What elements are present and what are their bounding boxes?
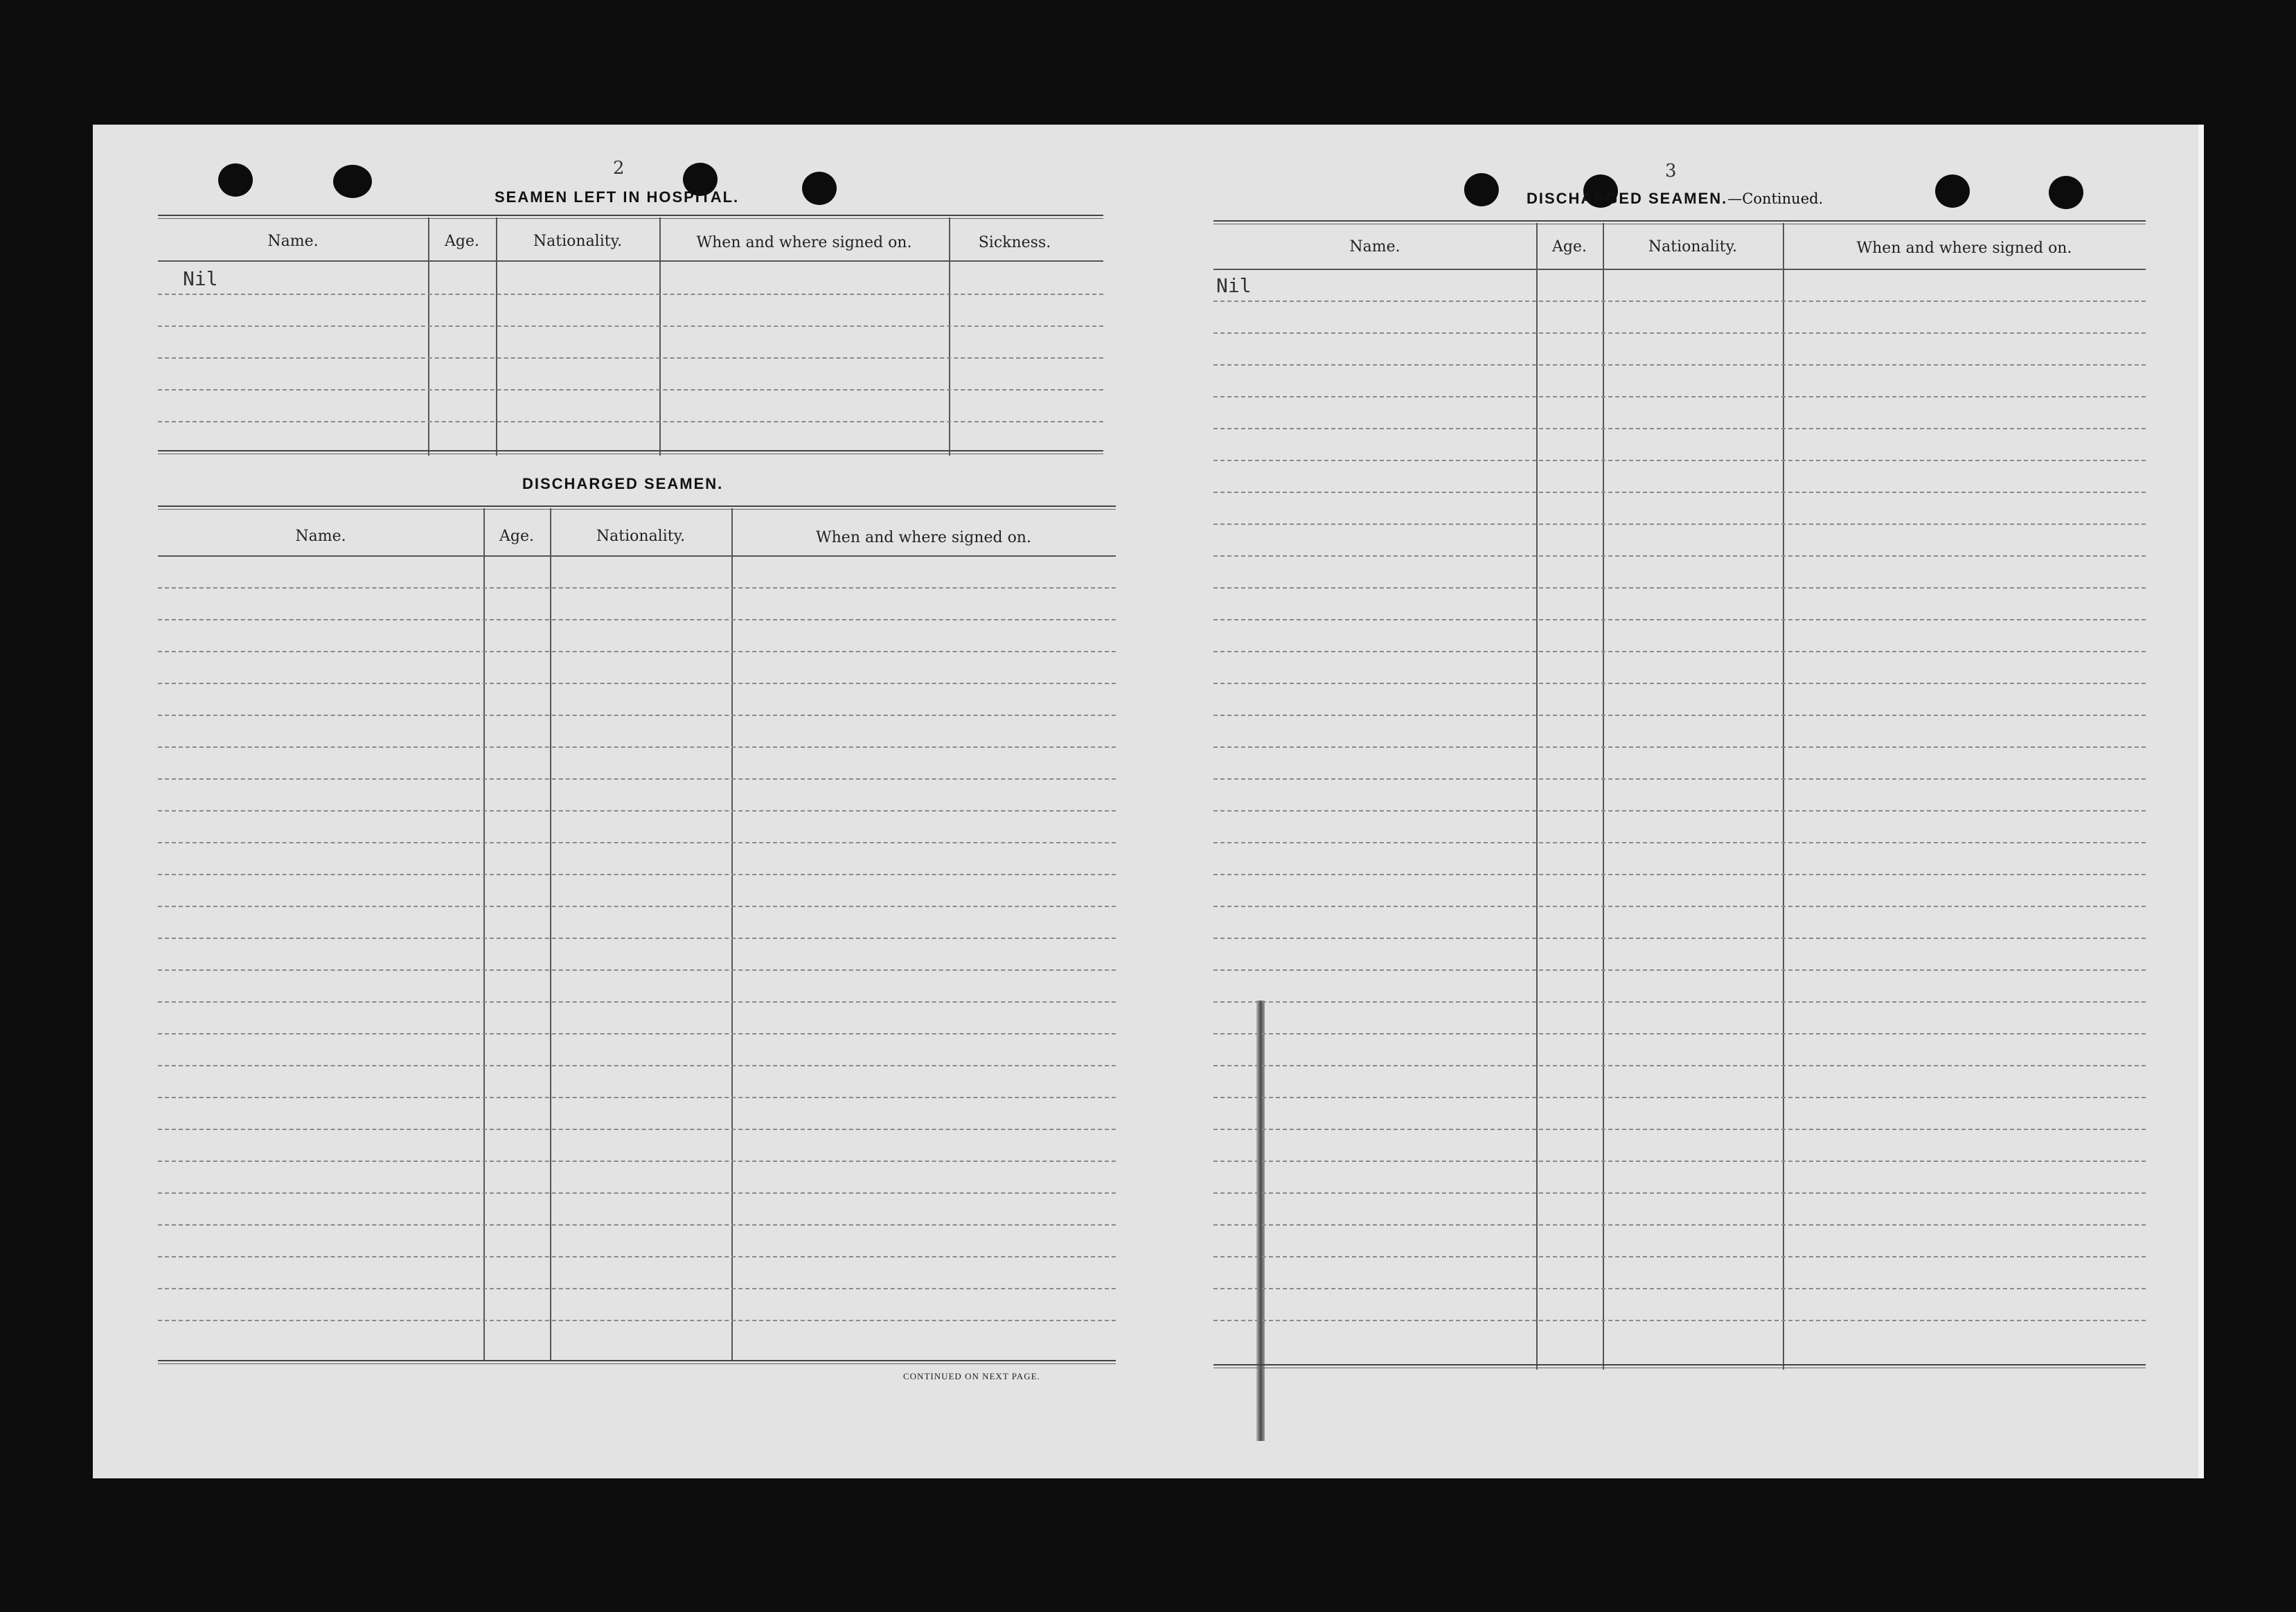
punch-hole <box>1464 173 1499 206</box>
punch-hole <box>802 172 837 205</box>
header-name: Name. <box>267 233 319 250</box>
header-nationality: Nationality. <box>533 233 623 250</box>
header-nationality: Nationality. <box>596 528 686 545</box>
discharged-continued-title <box>1527 190 1823 208</box>
title-suffix: —Continued. <box>1727 190 1824 207</box>
header-age: Age. <box>445 233 479 250</box>
punch-hole <box>2049 176 2083 209</box>
hospital-section-title: SEAMEN LEFT IN HOSPITAL. <box>495 188 740 206</box>
discharged-section-title: DISCHARGED SEAMEN. <box>522 475 724 492</box>
header-when-where: When and where signed on. <box>696 234 912 251</box>
header-name: Name. <box>295 528 346 545</box>
header-nationality: Nationality. <box>1648 238 1738 256</box>
hospital-entry: Nil <box>183 267 218 290</box>
page-number-left: 2 <box>613 158 625 179</box>
title-text: DISCHARGED SEAMEN. <box>1527 190 1728 207</box>
header-when-where: When and where signed on. <box>816 529 1031 546</box>
header-age: Age. <box>1552 238 1587 256</box>
header-when-where: When and where signed on. <box>1856 240 2072 257</box>
continued-note: CONTINUED ON NEXT PAGE. <box>903 1371 1040 1381</box>
punch-hole <box>1935 174 1970 208</box>
page-number-right: 3 <box>1665 161 1677 181</box>
header-age: Age. <box>499 528 534 545</box>
punch-hole <box>218 163 253 197</box>
hospital-table <box>158 215 1103 463</box>
discharged-entry: Nil <box>1216 274 1252 297</box>
document-sheet <box>93 125 2204 1478</box>
discharged-continued-table <box>1213 220 2146 1373</box>
header-name: Name. <box>1349 238 1400 256</box>
header-sickness: Sickness. <box>978 234 1051 251</box>
punch-hole <box>333 165 372 198</box>
discharged-table <box>158 505 1116 1432</box>
